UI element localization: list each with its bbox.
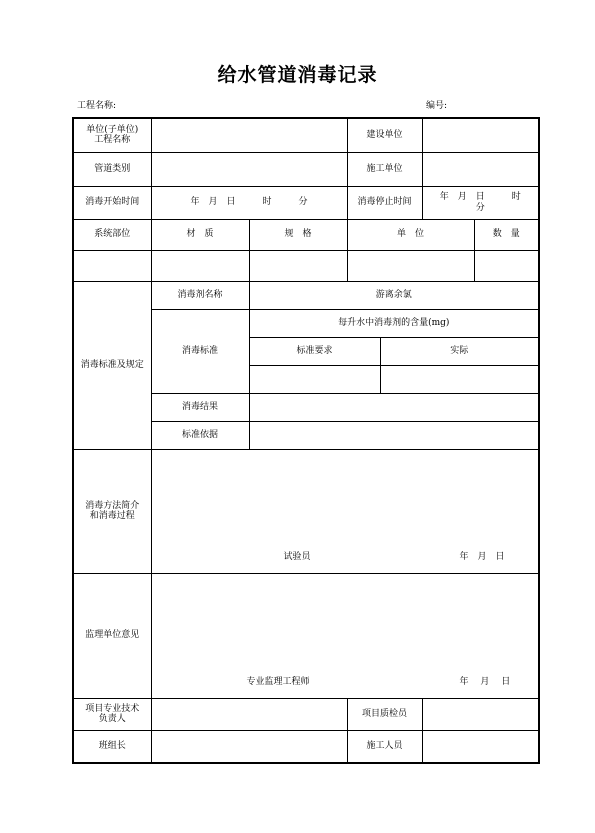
- disinfection-record-table: [72, 117, 548, 764]
- agent-name-label: 消毒剂名称: [151, 281, 249, 309]
- tech-lead-line2: 负责人: [98, 714, 126, 724]
- content-per-liter-label: 每升水中消毒剂的含量(mg): [249, 309, 539, 337]
- basis-field[interactable]: [249, 421, 539, 449]
- actual-header: 实际: [380, 337, 539, 365]
- supervision-engineer-label: 专业监理工程师: [246, 677, 310, 688]
- team-leader-field[interactable]: [151, 730, 347, 763]
- table-row: [73, 118, 539, 152]
- supervision-opinion-field[interactable]: [151, 573, 539, 698]
- system-part-field[interactable]: [73, 250, 151, 281]
- method-label-line2: 和消毒过程: [89, 511, 135, 521]
- pipe-type-field[interactable]: [151, 152, 347, 186]
- stop-time-label: 消毒停止时间: [347, 186, 422, 219]
- tech-lead-line1: 项目专业技术: [85, 703, 140, 714]
- method-label-cell: [73, 449, 151, 573]
- tester-date: 年 月 日: [459, 552, 505, 563]
- stop-time-field[interactable]: 年 月 日 时 分: [422, 186, 539, 219]
- workers-label: 施工人员: [347, 730, 422, 763]
- tester-label: 试验员: [283, 552, 311, 563]
- builder-unit-field[interactable]: [422, 152, 539, 186]
- table-row: [73, 281, 539, 309]
- page-title: 给水管道消毒记录: [217, 64, 378, 86]
- qc-field[interactable]: [422, 698, 539, 730]
- table-row: [73, 698, 539, 730]
- method-label-line1: 消毒方法简介: [85, 500, 140, 511]
- table-row: [73, 186, 539, 219]
- supervision-opinion-label: 监理单位意见: [73, 573, 151, 698]
- construction-unit-field[interactable]: [422, 118, 539, 152]
- standard-req-field[interactable]: [249, 365, 380, 393]
- spec-header: 规 格: [249, 219, 347, 250]
- supervision-date: 年 月 日: [459, 677, 511, 688]
- tech-lead-field[interactable]: [151, 698, 347, 730]
- table-row: [73, 250, 539, 281]
- spec-field[interactable]: [249, 250, 347, 281]
- table-row: [73, 152, 539, 186]
- disinfect-standard-label: 消毒标准: [151, 309, 249, 393]
- number-label: 编号:: [426, 101, 448, 111]
- pipe-type-label: 管道类别: [73, 152, 151, 186]
- start-time-label: 消毒开始时间: [73, 186, 151, 219]
- start-time-field[interactable]: 年 月 日 时 分: [151, 186, 347, 219]
- standard-req-header: 标准要求: [249, 337, 380, 365]
- quantity-header: 数 量: [474, 219, 539, 250]
- qc-label: 项目质检员: [347, 698, 422, 730]
- result-field[interactable]: [249, 393, 539, 421]
- tech-lead-label-cell: [73, 698, 151, 730]
- unit-label-line2: 工程名称: [94, 135, 131, 146]
- unit-field[interactable]: [347, 250, 474, 281]
- project-name-label: 工程名称:: [77, 101, 117, 111]
- unit-name-field[interactable]: [151, 118, 347, 152]
- table-row: [73, 219, 539, 250]
- quantity-field[interactable]: [474, 250, 539, 281]
- team-leader-label: 班组长: [73, 730, 151, 763]
- unit-label-line1: 单位(子单位): [86, 124, 139, 135]
- table-row: [73, 730, 539, 763]
- unit-header: 单 位: [347, 219, 474, 250]
- table-row: [73, 449, 539, 573]
- construction-unit-label: 建设单位: [347, 118, 422, 152]
- table-row: [73, 573, 539, 698]
- material-field[interactable]: [151, 250, 249, 281]
- basis-label: 标准依据: [151, 421, 249, 449]
- agent-name-value[interactable]: 游离余氯: [249, 281, 539, 309]
- builder-unit-label: 施工单位: [347, 152, 422, 186]
- unit-label-cell: [73, 118, 151, 152]
- actual-field[interactable]: [380, 365, 539, 393]
- result-label: 消毒结果: [151, 393, 249, 421]
- system-part-label: 系统部位: [73, 219, 151, 250]
- standard-section-label: 消毒标准及规定: [73, 281, 151, 449]
- workers-field[interactable]: [422, 730, 539, 763]
- material-header: 材 质: [151, 219, 249, 250]
- method-field[interactable]: [151, 449, 539, 573]
